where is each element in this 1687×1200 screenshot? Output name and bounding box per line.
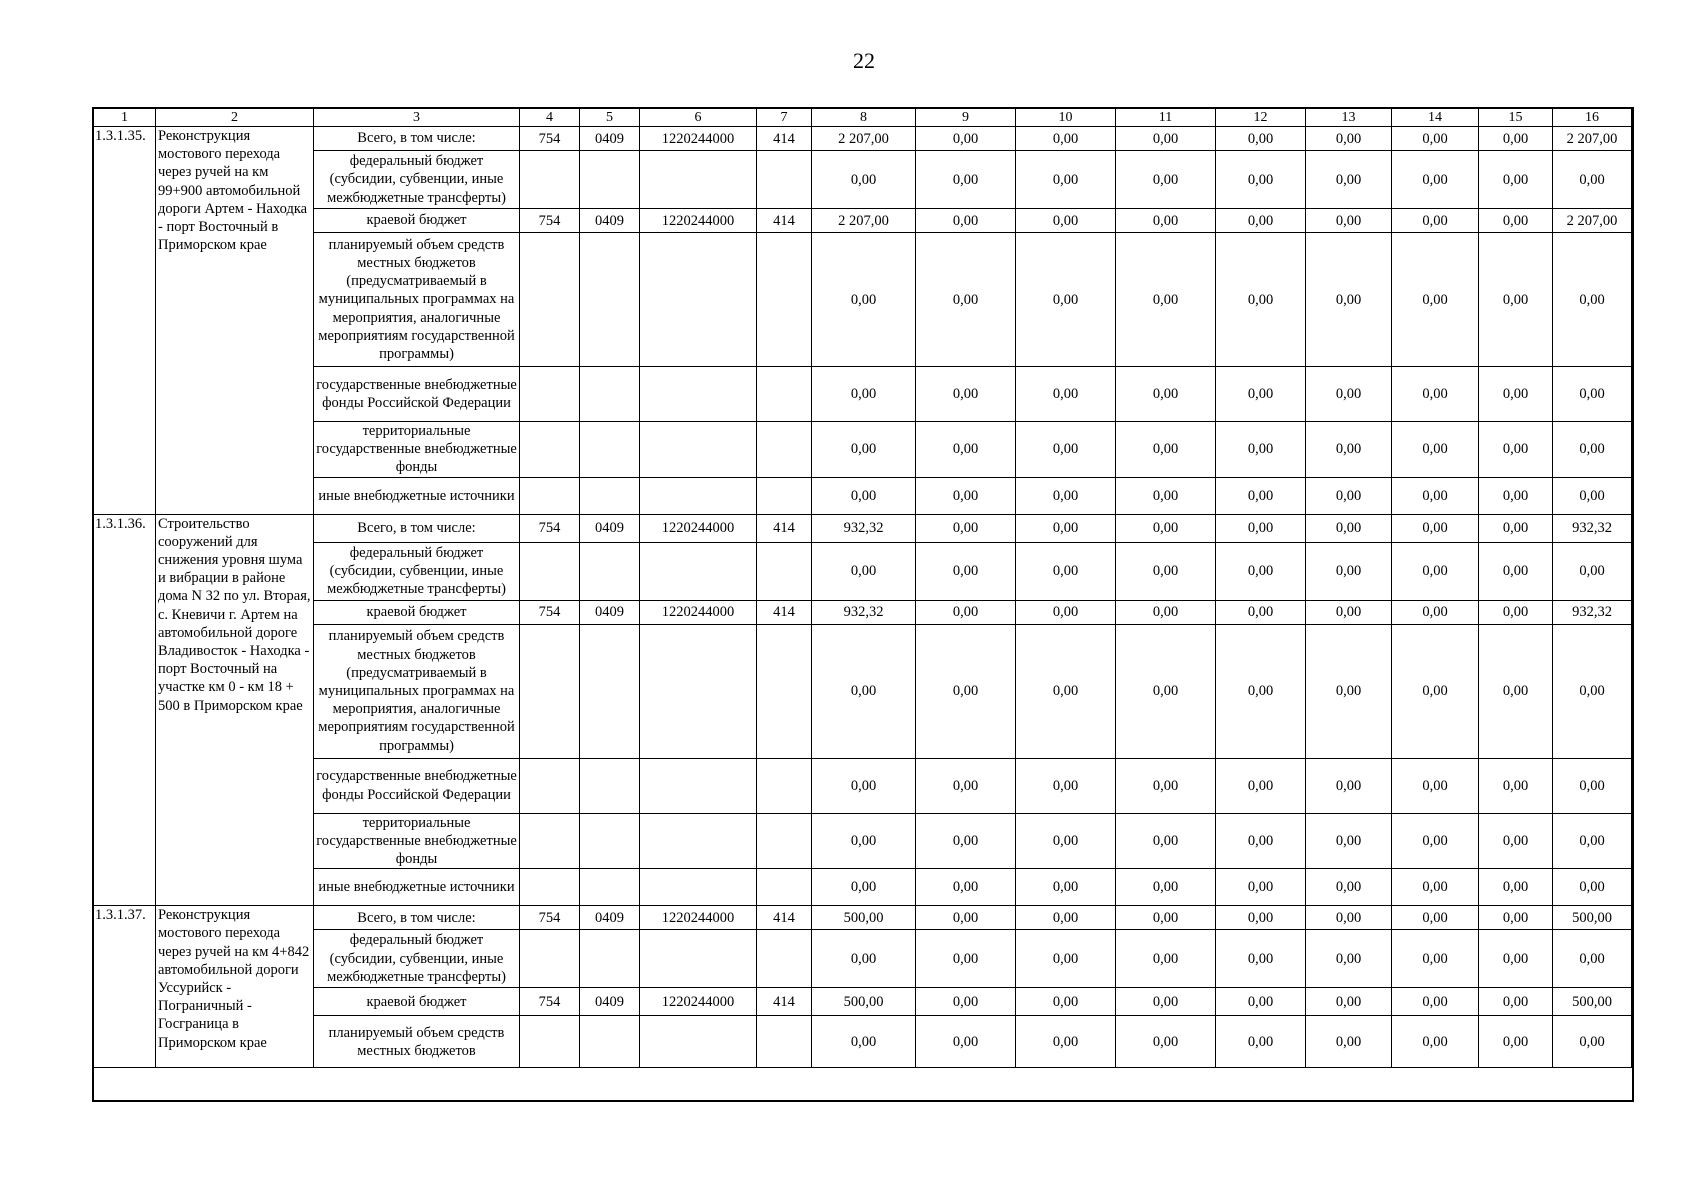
column-header: 15	[1479, 109, 1553, 127]
column-header: 11	[1116, 109, 1216, 127]
table-row	[94, 422, 1632, 478]
amount-cell: 0,00	[1306, 758, 1392, 813]
amount-cell: 0,00	[1116, 758, 1216, 813]
column-header: 9	[916, 109, 1016, 127]
amount-cell: 0,00	[1306, 233, 1392, 367]
amount-cell: 0,00	[1116, 514, 1216, 542]
amount-cell: 0,00	[1016, 758, 1116, 813]
column-header: 3	[314, 109, 520, 127]
amount-cell: 0,00	[1016, 600, 1116, 624]
amount-cell: 0,00	[1479, 542, 1553, 600]
funding-source: федеральный бюджет (субсидии, субвенции, иные межбюджетные трансферты)	[314, 542, 520, 600]
item-code: 1.3.1.35.	[94, 127, 156, 515]
funding-source: планируемый объем средств местных бюджетов (предусматриваемый в муниципальных программах на мероприятия, аналогичные мероприятиям государственной программы)	[314, 233, 520, 367]
admin-code: 754	[520, 127, 580, 151]
amount-cell: 0,00	[1392, 127, 1479, 151]
section-code	[580, 151, 640, 209]
funding-source: государственные внебюджетные фонды Российской Федерации	[314, 367, 520, 422]
amount-cell: 0,00	[1306, 151, 1392, 209]
funding-source: федеральный бюджет (субсидии, субвенции, иные межбюджетные трансферты)	[314, 151, 520, 209]
amount-cell: 0,00	[1306, 600, 1392, 624]
section-code	[580, 422, 640, 478]
table-row	[94, 209, 1632, 233]
amount-cell: 0,00	[1116, 422, 1216, 478]
amount-cell: 0,00	[916, 233, 1016, 367]
item-name: Реконструкция мостового перехода через ручей на км 99+900 автомобильной дороги Артем - Находка - порт Восточный в Приморском крае	[156, 127, 314, 515]
amount-cell: 0,00	[1479, 600, 1553, 624]
target-article-code	[640, 624, 757, 758]
amount-cell: 0,00	[1306, 930, 1392, 988]
amount-cell: 0,00	[1479, 988, 1553, 1016]
admin-code	[520, 869, 580, 906]
amount-cell: 0,00	[1216, 624, 1306, 758]
funding-source: территориальные государственные внебюджетные фонды	[314, 813, 520, 869]
amount-cell: 0,00	[812, 422, 916, 478]
amount-cell: 0,00	[1216, 813, 1306, 869]
amount-cell: 0,00	[1216, 209, 1306, 233]
amount-cell: 0,00	[1392, 758, 1479, 813]
amount-cell: 0,00	[1016, 542, 1116, 600]
section-code: 0409	[580, 127, 640, 151]
amount-cell: 0,00	[1016, 367, 1116, 422]
admin-code	[520, 422, 580, 478]
amount-cell: 0,00	[1392, 477, 1479, 514]
section-code	[580, 367, 640, 422]
amount-cell: 0,00	[1306, 988, 1392, 1016]
expense-type-code	[757, 758, 812, 813]
table-row	[94, 151, 1632, 209]
amount-cell: 932,32	[812, 600, 916, 624]
section-code: 0409	[580, 209, 640, 233]
amount-cell: 0,00	[1479, 151, 1553, 209]
amount-cell: 0,00	[1306, 422, 1392, 478]
amount-cell: 0,00	[1553, 758, 1632, 813]
amount-cell: 0,00	[1016, 477, 1116, 514]
amount-cell: 0,00	[1216, 367, 1306, 422]
amount-cell: 0,00	[1392, 514, 1479, 542]
amount-cell: 0,00	[1306, 1016, 1392, 1068]
target-article-code	[640, 367, 757, 422]
funding-source: планируемый объем средств местных бюджетов (предусматриваемый в муниципальных программах на мероприятия, аналогичные мероприятиям государственной программы)	[314, 624, 520, 758]
amount-cell: 0,00	[916, 514, 1016, 542]
column-header: 12	[1216, 109, 1306, 127]
amount-cell: 2 207,00	[1553, 209, 1632, 233]
section-code: 0409	[580, 906, 640, 930]
table-row	[94, 514, 1632, 542]
amount-cell: 0,00	[1553, 233, 1632, 367]
amount-cell: 0,00	[1016, 813, 1116, 869]
amount-cell: 0,00	[916, 988, 1016, 1016]
table-row	[94, 127, 1632, 151]
table-row	[94, 758, 1632, 813]
expense-type-code	[757, 151, 812, 209]
amount-cell: 0,00	[1553, 624, 1632, 758]
amount-cell: 0,00	[1216, 151, 1306, 209]
section-code	[580, 758, 640, 813]
expense-type-code	[757, 1016, 812, 1068]
target-article-code: 1220244000	[640, 209, 757, 233]
amount-cell: 0,00	[1392, 624, 1479, 758]
amount-cell: 0,00	[916, 209, 1016, 233]
amount-cell: 0,00	[1479, 367, 1553, 422]
amount-cell: 0,00	[1216, 758, 1306, 813]
target-article-code	[640, 1016, 757, 1068]
admin-code	[520, 542, 580, 600]
amount-cell: 0,00	[1116, 233, 1216, 367]
amount-cell: 0,00	[1392, 151, 1479, 209]
amount-cell: 0,00	[812, 477, 916, 514]
amount-cell: 0,00	[1392, 233, 1479, 367]
amount-cell: 0,00	[1479, 127, 1553, 151]
amount-cell: 0,00	[1306, 477, 1392, 514]
table-row	[94, 988, 1632, 1016]
column-header: 13	[1306, 109, 1392, 127]
amount-cell: 0,00	[1216, 422, 1306, 478]
amount-cell: 0,00	[1392, 813, 1479, 869]
amount-cell: 0,00	[1116, 1016, 1216, 1068]
amount-cell: 0,00	[812, 930, 916, 988]
amount-cell: 0,00	[916, 367, 1016, 422]
amount-cell: 0,00	[1016, 151, 1116, 209]
target-article-code: 1220244000	[640, 906, 757, 930]
expense-type-code	[757, 422, 812, 478]
target-article-code	[640, 233, 757, 367]
amount-cell: 500,00	[812, 906, 916, 930]
target-article-code	[640, 758, 757, 813]
amount-cell: 0,00	[1553, 542, 1632, 600]
target-article-code: 1220244000	[640, 600, 757, 624]
amount-cell: 0,00	[1553, 813, 1632, 869]
target-article-code	[640, 422, 757, 478]
table-row	[94, 1016, 1632, 1068]
expense-type-code: 414	[757, 209, 812, 233]
table-row	[94, 930, 1632, 988]
amount-cell: 0,00	[812, 367, 916, 422]
table-row	[94, 367, 1632, 422]
admin-code	[520, 758, 580, 813]
expense-type-code	[757, 813, 812, 869]
admin-code	[520, 624, 580, 758]
funding-source: иные внебюджетные источники	[314, 869, 520, 906]
table-row	[94, 542, 1632, 600]
column-header: 10	[1016, 109, 1116, 127]
target-article-code	[640, 151, 757, 209]
expense-type-code	[757, 367, 812, 422]
admin-code	[520, 477, 580, 514]
amount-cell: 0,00	[812, 758, 916, 813]
amount-cell: 0,00	[1306, 367, 1392, 422]
admin-code	[520, 930, 580, 988]
expense-type-code	[757, 624, 812, 758]
amount-cell: 0,00	[1479, 906, 1553, 930]
column-header: 2	[156, 109, 314, 127]
target-article-code	[640, 477, 757, 514]
amount-cell: 0,00	[1479, 233, 1553, 367]
amount-cell: 0,00	[1479, 813, 1553, 869]
amount-cell: 0,00	[1479, 477, 1553, 514]
amount-cell: 0,00	[916, 1016, 1016, 1068]
target-article-code	[640, 930, 757, 988]
column-header: 4	[520, 109, 580, 127]
funding-source: краевой бюджет	[314, 600, 520, 624]
amount-cell: 0,00	[916, 930, 1016, 988]
item-name: Реконструкция мостового перехода через ручей на км 4+842 автомобильной дороги Уссурийск - Пограничный - Госграница в Приморском крае	[156, 906, 314, 1068]
amount-cell: 0,00	[1553, 930, 1632, 988]
funding-source: краевой бюджет	[314, 988, 520, 1016]
item-code: 1.3.1.36.	[94, 514, 156, 906]
amount-cell: 0,00	[916, 906, 1016, 930]
amount-cell: 0,00	[1116, 988, 1216, 1016]
section-code	[580, 930, 640, 988]
column-header: 6	[640, 109, 757, 127]
admin-code: 754	[520, 514, 580, 542]
amount-cell: 932,32	[1553, 514, 1632, 542]
funding-source: государственные внебюджетные фонды Российской Федерации	[314, 758, 520, 813]
amount-cell: 0,00	[812, 542, 916, 600]
amount-cell: 0,00	[1306, 869, 1392, 906]
table-row	[94, 869, 1632, 906]
column-header: 1	[94, 109, 156, 127]
amount-cell: 0,00	[916, 758, 1016, 813]
admin-code	[520, 367, 580, 422]
amount-cell: 932,32	[812, 514, 916, 542]
admin-code	[520, 1016, 580, 1068]
section-code	[580, 233, 640, 367]
amount-cell: 0,00	[1306, 813, 1392, 869]
funding-source: Всего, в том числе:	[314, 514, 520, 542]
table-header-row	[94, 109, 1632, 127]
expense-type-code	[757, 477, 812, 514]
amount-cell: 0,00	[1479, 1016, 1553, 1068]
amount-cell: 0,00	[812, 869, 916, 906]
admin-code: 754	[520, 906, 580, 930]
amount-cell: 0,00	[1306, 209, 1392, 233]
amount-cell: 2 207,00	[812, 127, 916, 151]
amount-cell: 0,00	[812, 233, 916, 367]
target-article-code	[640, 869, 757, 906]
amount-cell: 0,00	[1116, 624, 1216, 758]
expense-type-code: 414	[757, 988, 812, 1016]
amount-cell: 0,00	[1016, 127, 1116, 151]
target-article-code: 1220244000	[640, 988, 757, 1016]
section-code	[580, 1016, 640, 1068]
amount-cell: 0,00	[1392, 869, 1479, 906]
amount-cell: 0,00	[1479, 930, 1553, 988]
expense-type-code	[757, 869, 812, 906]
table-row	[94, 906, 1632, 930]
amount-cell: 0,00	[1216, 906, 1306, 930]
funding-source: краевой бюджет	[314, 209, 520, 233]
target-article-code: 1220244000	[640, 514, 757, 542]
amount-cell: 0,00	[812, 151, 916, 209]
section-code: 0409	[580, 514, 640, 542]
amount-cell: 0,00	[1392, 542, 1479, 600]
amount-cell: 0,00	[1479, 209, 1553, 233]
funding-source: территориальные государственные внебюджетные фонды	[314, 422, 520, 478]
table-row	[94, 624, 1632, 758]
column-header: 7	[757, 109, 812, 127]
amount-cell: 0,00	[1392, 367, 1479, 422]
amount-cell: 932,32	[1553, 600, 1632, 624]
funding-source: федеральный бюджет (субсидии, субвенции, иные межбюджетные трансферты)	[314, 930, 520, 988]
funding-source: планируемый объем средств местных бюджетов	[314, 1016, 520, 1068]
amount-cell: 0,00	[1216, 127, 1306, 151]
amount-cell: 0,00	[1016, 930, 1116, 988]
expense-type-code	[757, 233, 812, 367]
expense-type-code	[757, 542, 812, 600]
expense-type-code: 414	[757, 906, 812, 930]
amount-cell: 0,00	[1553, 422, 1632, 478]
admin-code: 754	[520, 600, 580, 624]
amount-cell: 0,00	[1306, 906, 1392, 930]
amount-cell: 0,00	[812, 1016, 916, 1068]
amount-cell: 0,00	[1392, 1016, 1479, 1068]
amount-cell: 0,00	[1016, 1016, 1116, 1068]
amount-cell: 0,00	[916, 600, 1016, 624]
amount-cell: 0,00	[1116, 813, 1216, 869]
amount-cell: 0,00	[1116, 477, 1216, 514]
section-code	[580, 477, 640, 514]
amount-cell: 0,00	[1553, 1016, 1632, 1068]
amount-cell: 0,00	[812, 813, 916, 869]
funding-source: Всего, в том числе:	[314, 127, 520, 151]
amount-cell: 0,00	[1116, 542, 1216, 600]
amount-cell: 0,00	[1392, 600, 1479, 624]
admin-code	[520, 813, 580, 869]
amount-cell: 0,00	[1216, 233, 1306, 367]
amount-cell: 0,00	[1392, 906, 1479, 930]
amount-cell: 0,00	[1216, 514, 1306, 542]
section-code	[580, 813, 640, 869]
amount-cell: 0,00	[1016, 209, 1116, 233]
page-number: 22	[853, 48, 875, 73]
amount-cell: 500,00	[1553, 988, 1632, 1016]
section-code: 0409	[580, 600, 640, 624]
amount-cell: 0,00	[1553, 367, 1632, 422]
admin-code	[520, 233, 580, 367]
amount-cell: 0,00	[1216, 869, 1306, 906]
amount-cell: 0,00	[1479, 869, 1553, 906]
amount-cell: 0,00	[1116, 600, 1216, 624]
amount-cell: 500,00	[812, 988, 916, 1016]
table-row	[94, 477, 1632, 514]
target-article-code	[640, 813, 757, 869]
amount-cell: 0,00	[1479, 758, 1553, 813]
target-article-code	[640, 542, 757, 600]
amount-cell: 0,00	[1216, 930, 1306, 988]
table-row	[94, 813, 1632, 869]
amount-cell: 0,00	[1116, 367, 1216, 422]
item-name: Строительство сооружений для снижения уровня шума и вибрации в районе дома N 32 по ул. Вторая, с. Кневичи г. Артем на автомобильной дороге Владивосток - Находка - порт Восточный на участке км 0 - км 18 + 500 в Приморском крае	[156, 514, 314, 906]
amount-cell: 0,00	[1392, 422, 1479, 478]
amount-cell: 0,00	[916, 127, 1016, 151]
column-header: 14	[1392, 109, 1479, 127]
amount-cell: 0,00	[1479, 514, 1553, 542]
amount-cell: 0,00	[916, 869, 1016, 906]
funding-source: иные внебюджетные источники	[314, 477, 520, 514]
amount-cell: 0,00	[1553, 869, 1632, 906]
table-row	[94, 233, 1632, 367]
section-code	[580, 624, 640, 758]
amount-cell: 0,00	[1306, 127, 1392, 151]
amount-cell: 0,00	[1553, 477, 1632, 514]
amount-cell: 0,00	[1016, 233, 1116, 367]
amount-cell: 0,00	[1216, 988, 1306, 1016]
amount-cell: 0,00	[1016, 514, 1116, 542]
column-header: 8	[812, 109, 916, 127]
amount-cell: 0,00	[1392, 930, 1479, 988]
amount-cell: 0,00	[916, 151, 1016, 209]
column-header: 5	[580, 109, 640, 127]
amount-cell: 0,00	[916, 477, 1016, 514]
amount-cell: 0,00	[812, 624, 916, 758]
amount-cell: 0,00	[1306, 624, 1392, 758]
admin-code: 754	[520, 209, 580, 233]
amount-cell: 0,00	[1016, 869, 1116, 906]
section-code	[580, 542, 640, 600]
amount-cell: 0,00	[1116, 869, 1216, 906]
amount-cell: 0,00	[1016, 422, 1116, 478]
section-code	[580, 869, 640, 906]
amount-cell: 0,00	[1392, 209, 1479, 233]
expense-type-code	[757, 930, 812, 988]
amount-cell: 0,00	[916, 422, 1016, 478]
admin-code: 754	[520, 988, 580, 1016]
amount-cell: 2 207,00	[1553, 127, 1632, 151]
budget-table	[93, 108, 1632, 1068]
amount-cell: 500,00	[1553, 906, 1632, 930]
amount-cell: 0,00	[1116, 930, 1216, 988]
amount-cell: 0,00	[1116, 906, 1216, 930]
amount-cell: 0,00	[1016, 624, 1116, 758]
amount-cell: 0,00	[916, 624, 1016, 758]
expense-type-code: 414	[757, 127, 812, 151]
item-code: 1.3.1.37.	[94, 906, 156, 1068]
section-code: 0409	[580, 988, 640, 1016]
amount-cell: 0,00	[1116, 127, 1216, 151]
amount-cell: 0,00	[916, 813, 1016, 869]
amount-cell: 0,00	[1306, 542, 1392, 600]
funding-source: Всего, в том числе:	[314, 906, 520, 930]
amount-cell: 0,00	[916, 542, 1016, 600]
amount-cell: 0,00	[1479, 624, 1553, 758]
target-article-code: 1220244000	[640, 127, 757, 151]
column-header: 16	[1553, 109, 1632, 127]
amount-cell: 0,00	[1216, 477, 1306, 514]
amount-cell: 0,00	[1016, 988, 1116, 1016]
amount-cell: 0,00	[1116, 209, 1216, 233]
table-row	[94, 600, 1632, 624]
amount-cell: 0,00	[1216, 542, 1306, 600]
expense-type-code: 414	[757, 600, 812, 624]
amount-cell: 0,00	[1116, 151, 1216, 209]
amount-cell: 0,00	[1216, 600, 1306, 624]
expense-type-code: 414	[757, 514, 812, 542]
amount-cell: 0,00	[1392, 988, 1479, 1016]
amount-cell: 0,00	[1479, 422, 1553, 478]
amount-cell: 0,00	[1306, 514, 1392, 542]
amount-cell: 0,00	[1016, 906, 1116, 930]
amount-cell: 0,00	[1553, 151, 1632, 209]
admin-code	[520, 151, 580, 209]
amount-cell: 2 207,00	[812, 209, 916, 233]
amount-cell: 0,00	[1216, 1016, 1306, 1068]
